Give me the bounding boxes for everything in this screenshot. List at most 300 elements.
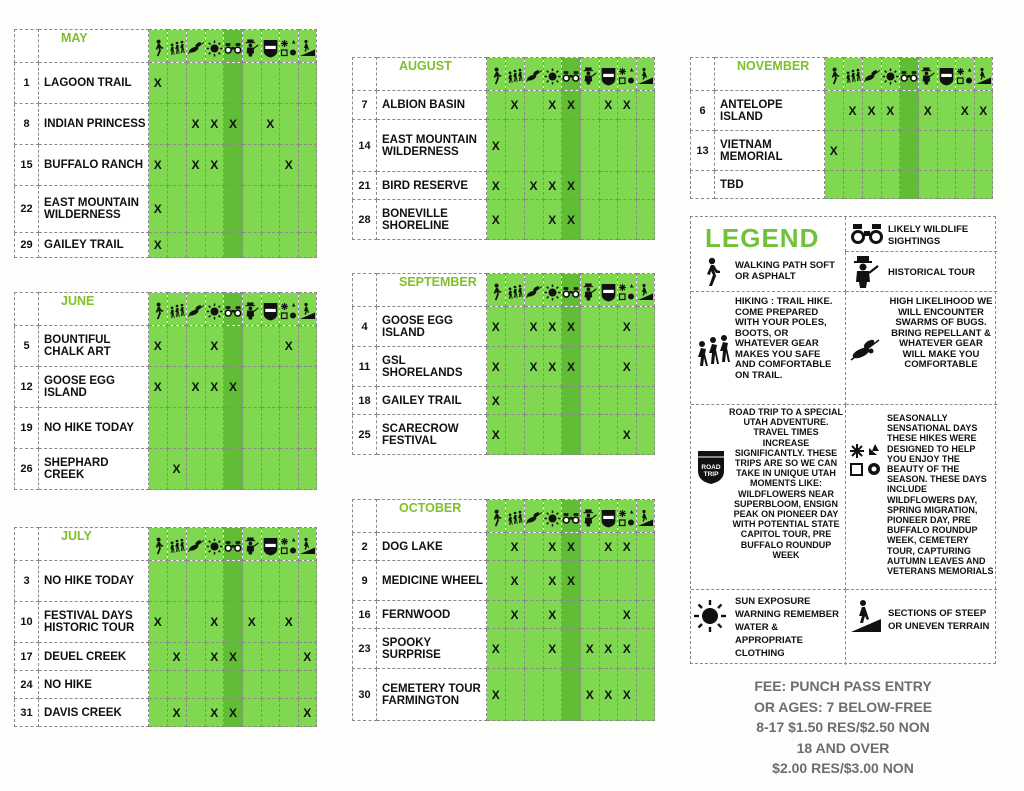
mark-cell-steep-terrain-icon xyxy=(298,408,317,449)
x-mark: X xyxy=(548,359,557,374)
mark-cell-binoculars-icon xyxy=(224,233,243,258)
mark-cell-road-trip-icon xyxy=(599,533,618,561)
mark-cell-binoculars-icon xyxy=(562,629,581,669)
mark-cell-hiking-icon xyxy=(167,326,186,367)
mark-cell-bugs-icon xyxy=(186,671,205,699)
mark-cell-seasonal-icon xyxy=(618,533,637,561)
x-mark: X xyxy=(960,103,969,118)
mark-cell-historical-tour-icon xyxy=(243,561,262,602)
hike-date: 29 xyxy=(15,233,39,258)
x-mark: X xyxy=(228,705,237,720)
mark-cell-road-trip-icon xyxy=(261,186,280,233)
fee-info xyxy=(690,676,996,779)
mark-cell-walking-icon xyxy=(149,408,168,449)
hike-row xyxy=(353,629,655,669)
mark-cell-binoculars-icon xyxy=(224,699,243,727)
mark-cell-seasonal-icon xyxy=(618,601,637,629)
month-table xyxy=(690,57,993,199)
hike-row xyxy=(15,63,317,104)
mark-cell-walking-icon xyxy=(149,699,168,727)
hike-date: 7 xyxy=(353,91,377,120)
hike-date: 22 xyxy=(15,186,39,233)
hike-row xyxy=(15,367,317,408)
x-mark: X xyxy=(529,178,538,193)
mark-cell-road-trip-icon xyxy=(599,415,618,455)
bugs-icon xyxy=(186,30,205,63)
x-mark: X xyxy=(529,319,538,334)
x-mark: X xyxy=(172,649,181,664)
hike-row xyxy=(353,387,655,415)
mark-cell-binoculars-icon xyxy=(224,326,243,367)
historical-tour-icon xyxy=(581,500,600,533)
mark-cell-historical-tour-icon xyxy=(243,104,262,145)
hike-name: LAGOON TRAIL xyxy=(39,63,149,104)
road-trip-icon xyxy=(261,528,280,561)
x-mark: X xyxy=(548,212,557,227)
x-mark: X xyxy=(491,212,500,227)
mark-cell-seasonal-icon xyxy=(618,91,637,120)
mark-cell-historical-tour-icon xyxy=(919,131,938,171)
mark-cell-sun-icon xyxy=(205,186,224,233)
x-mark: X xyxy=(210,339,219,353)
hike-date: 15 xyxy=(15,145,39,186)
mark-cell-walking-icon xyxy=(149,561,168,602)
mark-cell-bugs-icon xyxy=(186,104,205,145)
mark-cell-sun-icon xyxy=(205,602,224,643)
x-mark: X xyxy=(566,212,575,227)
walking-icon xyxy=(699,257,723,287)
mark-cell-steep-terrain-icon xyxy=(298,104,317,145)
hike-date: 6 xyxy=(691,91,715,131)
mark-cell-steep-terrain-icon xyxy=(974,91,993,131)
x-mark: X xyxy=(566,539,575,554)
mark-cell-road-trip-icon xyxy=(261,602,280,643)
hike-row xyxy=(691,91,993,131)
header-blank-cell xyxy=(353,274,377,307)
mark-cell-road-trip-icon xyxy=(599,91,618,120)
x-mark: X xyxy=(284,615,293,629)
month-name: NOVEMBER xyxy=(715,58,825,91)
mark-cell-steep-terrain-icon xyxy=(636,415,655,455)
road-trip-badge-text: ROAD TRIP xyxy=(701,464,721,478)
mark-cell-bugs-icon xyxy=(862,131,881,171)
mark-cell-hiking-icon xyxy=(843,171,862,199)
fee-line-5: $2.00 RES/$3.00 NON xyxy=(772,760,914,776)
mark-cell-bugs-icon xyxy=(186,63,205,104)
legend-historical-text: HISTORICAL TOUR xyxy=(888,267,976,278)
hike-date: 18 xyxy=(353,387,377,415)
mark-cell-walking-icon xyxy=(149,367,168,408)
x-mark: X xyxy=(622,98,631,112)
month-table xyxy=(14,527,317,727)
bugs-icon xyxy=(524,500,543,533)
hike-date: 9 xyxy=(353,561,377,601)
x-mark: X xyxy=(191,380,200,394)
hike-row xyxy=(353,172,655,200)
legend-steep-text: SECTIONS OF STEEP OR UNEVEN TERRAIN xyxy=(888,608,990,632)
bugs-icon xyxy=(186,528,205,561)
mark-cell-steep-terrain-icon xyxy=(298,671,317,699)
steep-terrain-icon xyxy=(636,500,655,533)
mark-cell-sun-icon xyxy=(205,233,224,258)
hike-name: ALBION BASIN xyxy=(377,91,487,120)
hike-name: DEUEL CREEK xyxy=(39,643,149,671)
x-mark: X xyxy=(548,607,557,622)
sun-icon xyxy=(693,599,727,633)
seasonal-icon xyxy=(956,58,975,91)
mark-cell-road-trip-icon xyxy=(261,699,280,727)
mark-cell-walking-icon xyxy=(825,171,844,199)
hike-date: 10 xyxy=(15,602,39,643)
x-mark: X xyxy=(622,607,631,622)
mark-cell-binoculars-icon xyxy=(562,669,581,721)
sun-icon xyxy=(543,500,562,533)
mark-cell-historical-tour-icon xyxy=(581,91,600,120)
walking-icon xyxy=(149,293,168,326)
x-mark: X xyxy=(510,573,519,588)
mark-cell-hiking-icon xyxy=(843,91,862,131)
mark-cell-seasonal-icon xyxy=(618,347,637,387)
mark-cell-road-trip-icon xyxy=(261,671,280,699)
mark-cell-road-trip-icon xyxy=(261,63,280,104)
mark-cell-binoculars-icon xyxy=(224,63,243,104)
hike-name: SHEPHARD CREEK xyxy=(39,449,149,490)
hike-name: MEDICINE WHEEL xyxy=(377,561,487,601)
mark-cell-historical-tour-icon xyxy=(581,172,600,200)
mark-cell-seasonal-icon xyxy=(280,326,299,367)
mark-cell-hiking-icon xyxy=(167,643,186,671)
mark-cell-sun-icon xyxy=(205,449,224,490)
x-mark: X xyxy=(548,573,557,588)
steep-terrain-icon xyxy=(974,58,993,91)
x-mark: X xyxy=(228,117,237,131)
historical-tour-icon xyxy=(243,30,262,63)
mark-cell-seasonal-icon xyxy=(280,561,299,602)
x-mark: X xyxy=(585,687,594,702)
mark-cell-historical-tour-icon xyxy=(243,671,262,699)
mark-cell-binoculars-icon xyxy=(224,367,243,408)
mark-cell-seasonal-icon xyxy=(280,233,299,258)
mark-cell-road-trip-icon xyxy=(261,408,280,449)
seasonal-icon xyxy=(618,274,637,307)
hiking-icon xyxy=(505,274,524,307)
steep-terrain-icon xyxy=(636,274,655,307)
hike-date: 3 xyxy=(15,561,39,602)
hike-date: 26 xyxy=(15,449,39,490)
month-table xyxy=(352,499,655,721)
historical-tour-icon xyxy=(581,58,600,91)
hike-name: NO HIKE xyxy=(39,671,149,699)
mark-cell-seasonal-icon xyxy=(618,120,637,172)
hiking-icon xyxy=(693,335,733,367)
road-trip-icon xyxy=(261,30,280,63)
hike-name: NO HIKE TODAY xyxy=(39,408,149,449)
hike-name: VIETNAM MEMORIAL xyxy=(715,131,825,171)
mark-cell-historical-tour-icon xyxy=(581,601,600,629)
steep-terrain-icon xyxy=(298,528,317,561)
mark-cell-bugs-icon xyxy=(524,629,543,669)
mark-cell-seasonal-icon xyxy=(618,200,637,240)
mark-cell-sun-icon xyxy=(543,415,562,455)
mark-cell-bugs-icon xyxy=(862,91,881,131)
hike-date: 24 xyxy=(15,671,39,699)
month-header-row xyxy=(15,528,317,561)
mark-cell-binoculars-icon xyxy=(224,449,243,490)
hike-row xyxy=(15,145,317,186)
fee-line-3: 8-17 $1.50 RES/$2.50 NON xyxy=(756,719,930,735)
binoculars-icon xyxy=(562,58,581,91)
mark-cell-binoculars-icon xyxy=(224,104,243,145)
month-june xyxy=(14,292,317,490)
x-mark: X xyxy=(585,641,594,656)
x-mark: X xyxy=(604,539,613,554)
mark-cell-walking-icon xyxy=(149,233,168,258)
bugs-icon xyxy=(862,58,881,91)
mark-cell-historical-tour-icon xyxy=(243,449,262,490)
legend-hiking-text: HIKING : TRAIL HIKE. COME PREPARED WITH YOUR POLES, BOOTS, OR WHATEVER GEAR MAKES YOU SAFE AND COMFORTABLE ON TRAIL. xyxy=(735,296,833,381)
mark-cell-hiking-icon xyxy=(167,699,186,727)
mark-cell-steep-terrain-icon xyxy=(298,643,317,671)
x-mark: X xyxy=(604,98,613,112)
mark-cell-hiking-icon xyxy=(505,561,524,601)
bugs-icon xyxy=(186,293,205,326)
hike-date: 23 xyxy=(353,629,377,669)
hike-row xyxy=(353,415,655,455)
mark-cell-steep-terrain-icon xyxy=(298,63,317,104)
month-september xyxy=(352,273,655,455)
x-mark: X xyxy=(210,380,219,394)
mark-cell-walking-icon xyxy=(487,91,506,120)
mark-cell-bugs-icon xyxy=(186,233,205,258)
mark-cell-bugs-icon xyxy=(524,415,543,455)
header-blank-cell xyxy=(15,293,39,326)
mark-cell-binoculars-icon xyxy=(562,120,581,172)
x-mark: X xyxy=(491,687,500,702)
mark-cell-steep-terrain-icon xyxy=(636,629,655,669)
hike-name: BOUNTIFUL CHALK ART xyxy=(39,326,149,367)
mark-cell-steep-terrain-icon xyxy=(298,326,317,367)
mark-cell-sun-icon xyxy=(543,91,562,120)
hike-name: NO HIKE TODAY xyxy=(39,561,149,602)
bugs-icon xyxy=(849,337,881,363)
hike-date: 31 xyxy=(15,699,39,727)
hike-row xyxy=(15,561,317,602)
x-mark: X xyxy=(491,178,500,193)
legend-sun-text: SUN EXPOSURE WARNING REMEMBER WATER & APPROPRIATE CLOTHING xyxy=(735,596,839,659)
x-mark: X xyxy=(622,319,631,334)
mark-cell-seasonal-icon xyxy=(280,449,299,490)
hike-name: TBD xyxy=(715,171,825,199)
hike-row xyxy=(353,120,655,172)
mark-cell-steep-terrain-icon xyxy=(636,601,655,629)
month-header-row xyxy=(691,58,993,91)
mark-cell-historical-tour-icon xyxy=(581,347,600,387)
mark-cell-seasonal-icon xyxy=(618,415,637,455)
x-mark: X xyxy=(153,615,162,629)
seasonal-icon xyxy=(618,500,637,533)
legend-road-trip-text: ROAD TRIP TO A SPECIAL UTAH ADVENTURE. TRAVEL TIMES INCREASE SIGNIFICANTLY. THESE TRIPS ARE SO WE CAN TAKE IN UNIQUE UTAH MOMENTS LIKE: WILDFLOWERS NEAR SUPERBLOOM, ENSIGN PEAK ON PIONEER DAY WITH POTENTIAL STATE CAPITOL TOUR, PRE BUFFALO ROUNDUP WEEK xyxy=(729,407,844,560)
mark-cell-bugs-icon xyxy=(524,91,543,120)
mark-cell-historical-tour-icon xyxy=(581,629,600,669)
mark-cell-historical-tour-icon xyxy=(581,200,600,240)
mark-cell-steep-terrain-icon xyxy=(298,145,317,186)
hike-name: ANTELOPE ISLAND xyxy=(715,91,825,131)
x-mark: X xyxy=(622,687,631,702)
mark-cell-hiking-icon xyxy=(505,172,524,200)
month-name: SEPTEMBER xyxy=(377,274,487,307)
hike-row xyxy=(353,307,655,347)
mark-cell-steep-terrain-icon xyxy=(636,387,655,415)
mark-cell-sun-icon xyxy=(543,347,562,387)
mark-cell-bugs-icon xyxy=(186,145,205,186)
mark-cell-historical-tour-icon xyxy=(581,120,600,172)
hike-row xyxy=(353,347,655,387)
mark-cell-sun-icon xyxy=(205,699,224,727)
month-november xyxy=(690,57,993,199)
mark-cell-seasonal-icon xyxy=(280,602,299,643)
mark-cell-sun-icon xyxy=(543,120,562,172)
hike-row xyxy=(15,233,317,258)
mark-cell-historical-tour-icon xyxy=(581,387,600,415)
x-mark: X xyxy=(228,380,237,394)
seasonal-icon xyxy=(280,293,299,326)
mark-cell-seasonal-icon xyxy=(618,669,637,721)
x-mark: X xyxy=(491,319,500,334)
x-mark: X xyxy=(622,359,631,374)
legend-bugs-text: HIGH LIKELIHOOD WE WILL ENCOUNTER SWARMS OF BUGS. BRING REPELLANT & WHATEVER GEAR WILL MAKE YOU COMFORTABLE xyxy=(889,296,993,370)
month-header-row xyxy=(353,58,655,91)
mark-cell-bugs-icon xyxy=(186,449,205,490)
mark-cell-hiking-icon xyxy=(505,629,524,669)
hike-date: 13 xyxy=(691,131,715,171)
bugs-icon xyxy=(524,58,543,91)
x-mark: X xyxy=(210,649,219,664)
x-mark: X xyxy=(622,427,631,442)
sun-icon xyxy=(205,528,224,561)
mark-cell-sun-icon xyxy=(205,104,224,145)
hike-name: GAILEY TRAIL xyxy=(377,387,487,415)
hike-date: 14 xyxy=(353,120,377,172)
bugs-icon xyxy=(524,274,543,307)
mark-cell-walking-icon xyxy=(149,63,168,104)
mark-cell-road-trip-icon xyxy=(261,104,280,145)
mark-cell-historical-tour-icon xyxy=(581,561,600,601)
x-mark: X xyxy=(829,143,838,158)
mark-cell-bugs-icon xyxy=(186,643,205,671)
hike-row xyxy=(15,671,317,699)
mark-cell-road-trip-icon xyxy=(599,172,618,200)
mark-cell-bugs-icon xyxy=(186,699,205,727)
hike-name: BUFFALO RANCH xyxy=(39,145,149,186)
hike-name: DOG LAKE xyxy=(377,533,487,561)
walking-icon xyxy=(487,274,506,307)
mark-cell-bugs-icon xyxy=(186,561,205,602)
mark-cell-sun-icon xyxy=(205,326,224,367)
x-mark: X xyxy=(622,539,631,554)
mark-cell-hiking-icon xyxy=(167,561,186,602)
mark-cell-road-trip-icon xyxy=(261,326,280,367)
historical-tour-icon xyxy=(919,58,938,91)
mark-cell-bugs-icon xyxy=(524,669,543,721)
mark-cell-road-trip-icon xyxy=(261,561,280,602)
month-table xyxy=(14,292,317,490)
mark-cell-walking-icon xyxy=(487,347,506,387)
sun-icon xyxy=(205,30,224,63)
x-mark: X xyxy=(548,319,557,334)
mark-cell-binoculars-icon xyxy=(900,131,919,171)
month-october xyxy=(352,499,655,721)
hike-row xyxy=(353,533,655,561)
mark-cell-seasonal-icon xyxy=(280,367,299,408)
mark-cell-hiking-icon xyxy=(505,669,524,721)
mark-cell-bugs-icon xyxy=(524,347,543,387)
mark-cell-seasonal-icon xyxy=(280,186,299,233)
mark-cell-road-trip-icon xyxy=(599,387,618,415)
mark-cell-bugs-icon xyxy=(186,602,205,643)
hike-row xyxy=(15,186,317,233)
mark-cell-binoculars-icon xyxy=(562,91,581,120)
hike-date: 1 xyxy=(15,63,39,104)
legend-walking-text: WALKING PATH SOFT OR ASPHALT xyxy=(735,260,835,282)
mark-cell-binoculars-icon xyxy=(562,307,581,347)
hike-name: EAST MOUNTAIN WILDERNESS xyxy=(377,120,487,172)
mark-cell-sun-icon xyxy=(205,671,224,699)
mark-cell-walking-icon xyxy=(487,172,506,200)
mark-cell-binoculars-icon xyxy=(562,200,581,240)
hike-date xyxy=(691,171,715,199)
steep-terrain-icon xyxy=(298,293,317,326)
x-mark: X xyxy=(153,202,162,216)
mark-cell-seasonal-icon xyxy=(280,145,299,186)
mark-cell-sun-icon xyxy=(881,171,900,199)
walking-icon xyxy=(487,500,506,533)
mark-cell-historical-tour-icon xyxy=(581,307,600,347)
hike-row xyxy=(15,326,317,367)
mark-cell-binoculars-icon xyxy=(900,91,919,131)
mark-cell-road-trip-icon xyxy=(599,347,618,387)
hike-row xyxy=(15,104,317,145)
mark-cell-sun-icon xyxy=(205,63,224,104)
mark-cell-walking-icon xyxy=(487,387,506,415)
mark-cell-seasonal-icon xyxy=(618,387,637,415)
mark-cell-binoculars-icon xyxy=(562,415,581,455)
steep-terrain-icon xyxy=(636,58,655,91)
hike-row xyxy=(353,561,655,601)
road-trip-icon xyxy=(599,274,618,307)
mark-cell-walking-icon xyxy=(487,200,506,240)
mark-cell-hiking-icon xyxy=(167,63,186,104)
x-mark: X xyxy=(191,158,200,172)
x-mark: X xyxy=(210,158,219,172)
hike-date: 5 xyxy=(15,326,39,367)
x-mark: X xyxy=(491,641,500,656)
mark-cell-road-trip-icon xyxy=(599,120,618,172)
mark-cell-binoculars-icon xyxy=(224,643,243,671)
mark-cell-walking-icon xyxy=(149,602,168,643)
hike-row xyxy=(353,601,655,629)
mark-cell-hiking-icon xyxy=(167,408,186,449)
historical-tour-icon xyxy=(243,528,262,561)
x-mark: X xyxy=(153,76,162,90)
x-mark: X xyxy=(979,103,988,118)
mark-cell-hiking-icon xyxy=(505,415,524,455)
mark-cell-steep-terrain-icon xyxy=(974,131,993,171)
legend-title: LEGEND xyxy=(705,223,820,253)
mark-cell-steep-terrain-icon xyxy=(636,172,655,200)
mark-cell-seasonal-icon xyxy=(280,671,299,699)
mark-cell-road-trip-icon xyxy=(261,145,280,186)
mark-cell-bugs-icon xyxy=(186,186,205,233)
